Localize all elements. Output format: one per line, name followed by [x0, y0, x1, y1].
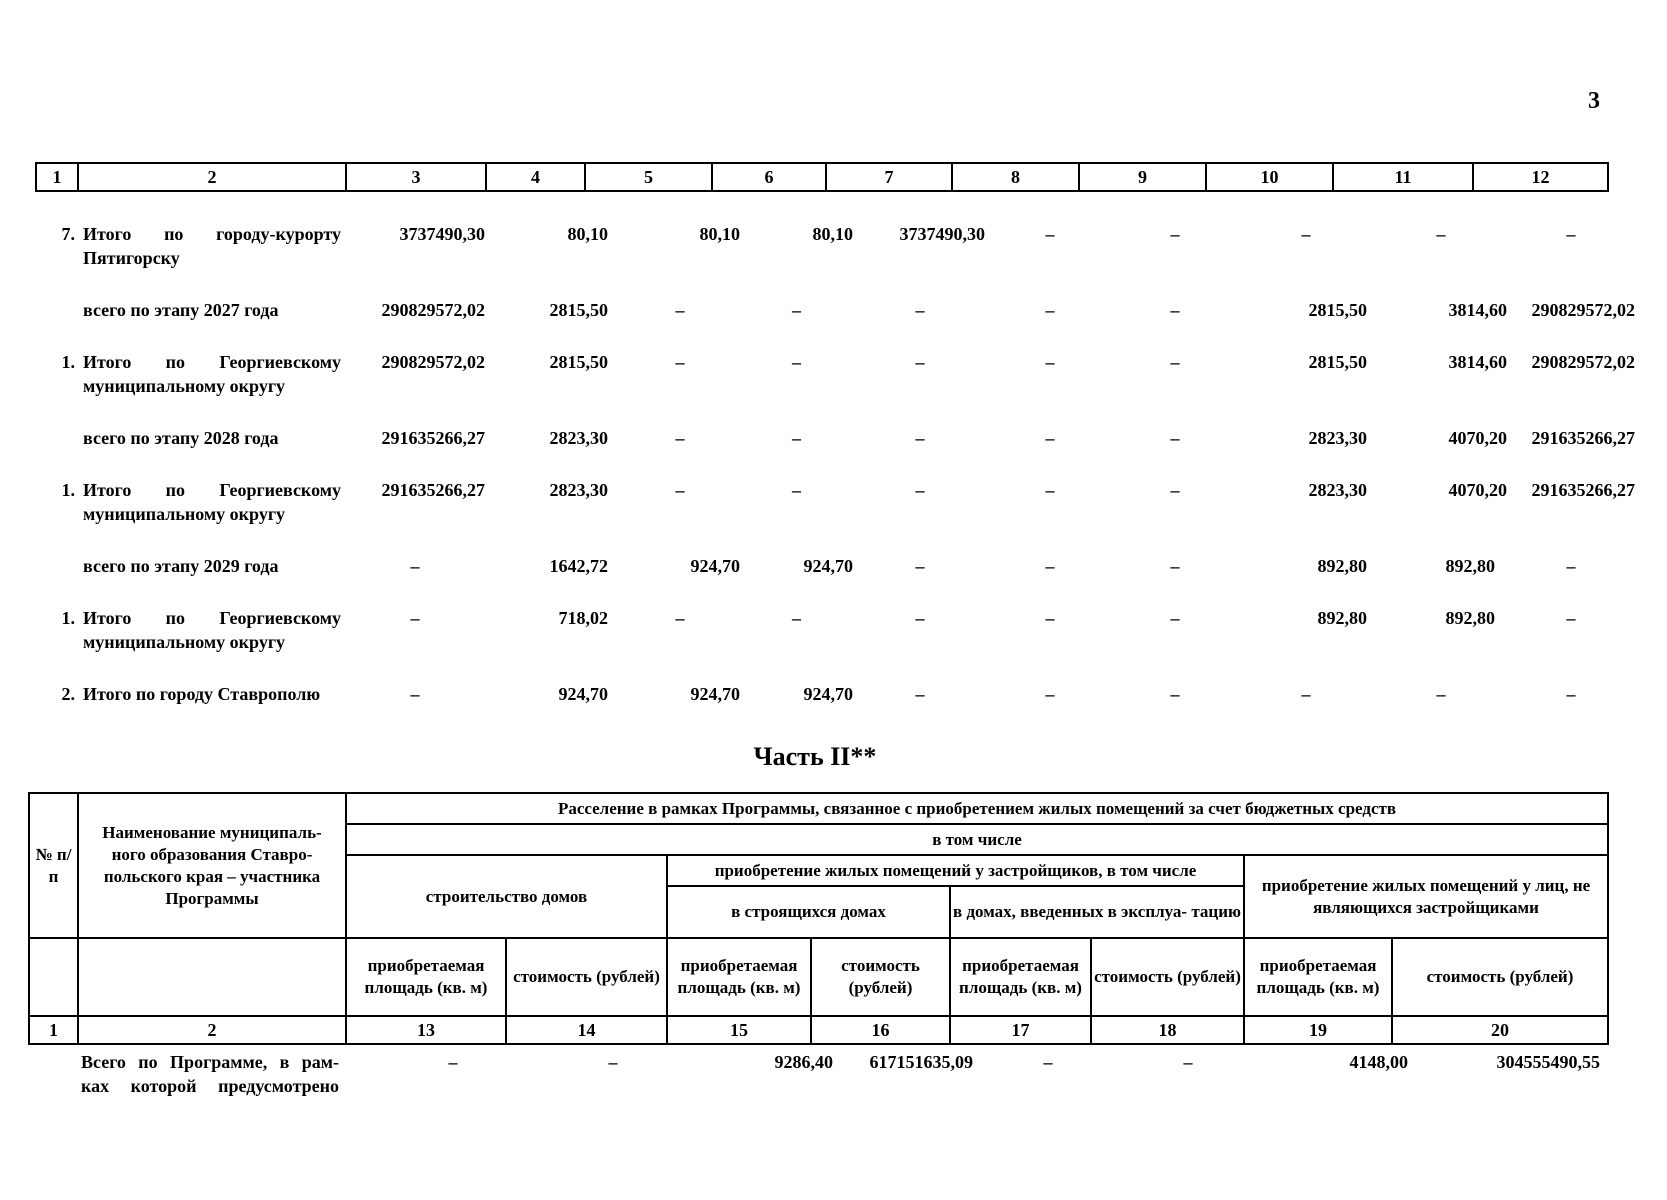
- header-including: в том числе: [346, 824, 1608, 855]
- header-col-9: 9: [1079, 163, 1206, 191]
- cell-col-7: –: [915, 428, 925, 448]
- column-number-header: [35, 162, 1609, 192]
- colnum-17: 17: [950, 1016, 1091, 1044]
- total-col-20: 304555490,55: [1496, 1052, 1600, 1072]
- cell-col-9: –: [1170, 480, 1180, 500]
- header-area-15: приобретаемая площадь (кв. м): [667, 938, 811, 1016]
- cell-col-3: 291635266,27: [381, 480, 485, 500]
- cell-col-5: –: [675, 608, 685, 628]
- header-area-13: приобретаемая площадь (кв. м): [346, 938, 506, 1016]
- header-commissioned: в домах, введенных в эксплуа- тацию: [950, 886, 1244, 938]
- cell-col-3: 3737490,30: [399, 224, 485, 244]
- cell-col-3: –: [410, 556, 420, 576]
- cell-col-4: 80,10: [567, 224, 608, 244]
- cell-col-11: 4070,20: [1448, 480, 1507, 500]
- header-area-17: приобретаемая площадь (кв. м): [950, 938, 1091, 1016]
- cell-col-10: 892,80: [1317, 556, 1367, 576]
- cell-col-4: 2815,50: [549, 300, 608, 320]
- header-under-construction: в строящихся домах: [667, 886, 950, 938]
- cell-col-3: –: [410, 684, 420, 704]
- colnum-19: 19: [1244, 1016, 1392, 1044]
- cell-col-8: –: [1045, 428, 1055, 448]
- cell-col-10: 2815,50: [1308, 300, 1367, 320]
- part-title: Часть II**: [753, 742, 877, 771]
- row-number: 1.: [61, 352, 75, 372]
- cell-col-9: –: [1170, 428, 1180, 448]
- cell-col-9: –: [1170, 556, 1180, 576]
- row-name: Итого по Георгиевскому муниципальному округу: [83, 608, 341, 652]
- cell-col-12: –: [1566, 684, 1576, 704]
- header-municipality-name: Наименование муниципаль- ного образования Ставро- польского края – участника Программы: [78, 793, 346, 938]
- header-resettlement: Расселение в рамках Программы, связанное с приобретением жилых помещений за счет бюджетных средств: [346, 793, 1608, 824]
- row-name: Итого по городу Ставрополю: [83, 684, 321, 704]
- cell-col-12: –: [1566, 608, 1576, 628]
- cell-col-6: –: [792, 480, 801, 500]
- header-col-3: 3: [346, 163, 486, 191]
- table-row: [35, 350, 1635, 424]
- header-area: [78, 938, 346, 1016]
- cell-col-7: –: [915, 352, 925, 372]
- cell-col-3: 290829572,02: [381, 352, 485, 372]
- total-row-name: Всего по Программе, в рам- ках которой предусмотрено: [81, 1052, 339, 1096]
- cell-col-8: –: [1045, 608, 1055, 628]
- cell-col-10: –: [1301, 224, 1311, 244]
- cell-col-8: –: [1045, 480, 1055, 500]
- cell-col-9: –: [1170, 352, 1180, 372]
- colnum-13: 13: [346, 1016, 506, 1044]
- page-number: 3: [1588, 88, 1600, 114]
- cell-col-12: –: [1566, 224, 1576, 244]
- cell-col-9: –: [1170, 684, 1180, 704]
- header-cost-18: стоимость (рублей): [1091, 938, 1244, 1016]
- row-name: всего по этапу 2029 года: [83, 556, 279, 576]
- cell-col-7: –: [915, 556, 925, 576]
- cell-col-10: 892,80: [1317, 608, 1367, 628]
- header-area: [29, 938, 78, 1016]
- header-area-19: приобретаемая площадь (кв. м): [1244, 938, 1392, 1016]
- cell-col-4: 2823,30: [549, 480, 608, 500]
- cell-col-9: –: [1170, 224, 1180, 244]
- header-col-7: 7: [826, 163, 952, 191]
- cell-col-12: –: [1566, 556, 1576, 576]
- cell-col-5: 924,70: [690, 556, 740, 576]
- table-row: [35, 478, 1635, 552]
- cell-col-11: 4070,20: [1448, 428, 1507, 448]
- cell-col-6: –: [792, 352, 801, 372]
- cell-col-12: 291635266,27: [1531, 428, 1635, 448]
- cell-col-7: 3737490,30: [899, 224, 985, 244]
- cell-col-11: –: [1436, 684, 1446, 704]
- header-cost-20: стоимость (рублей): [1392, 938, 1608, 1016]
- cell-col-8: –: [1045, 224, 1055, 244]
- total-col-16: 617151635,09: [869, 1052, 973, 1072]
- header-col-1: 1: [36, 163, 78, 191]
- row-number: 1.: [61, 608, 75, 628]
- header-number: № п/п: [29, 793, 78, 938]
- cell-col-10: 2823,30: [1308, 480, 1367, 500]
- cell-col-4: 718,02: [558, 608, 608, 628]
- header-non-developers: приобретение жилых помещений у лиц, не являющихся застройщиками: [1244, 855, 1608, 938]
- header-col-4: 4: [486, 163, 585, 191]
- header-col-2: 2: [78, 163, 346, 191]
- cell-col-3: 291635266,27: [381, 428, 485, 448]
- row-name: Итого по Георгиевскому муниципальному округу: [83, 352, 341, 396]
- colnum-16: 16: [811, 1016, 950, 1044]
- total-col-18: –: [1183, 1052, 1193, 1072]
- row-number: 1.: [61, 480, 75, 500]
- cell-col-11: 892,80: [1445, 556, 1495, 576]
- header-developers: приобретение жилых помещений у застройщиков, в том числе: [667, 855, 1244, 886]
- row-number: 2.: [61, 684, 75, 704]
- row-number: 7.: [61, 224, 75, 244]
- colnum-18: 18: [1091, 1016, 1244, 1044]
- header-col-12: 12: [1473, 163, 1608, 191]
- header-cost-14: стоимость (рублей): [506, 938, 667, 1016]
- row-name: Итого по Георгиевскому муниципальному округу: [83, 480, 341, 524]
- cell-col-10: 2823,30: [1308, 428, 1367, 448]
- cell-col-3: 290829572,02: [381, 300, 485, 320]
- cell-col-5: –: [675, 480, 685, 500]
- total-col-17: –: [1043, 1052, 1053, 1072]
- cell-col-8: –: [1045, 300, 1055, 320]
- total-col-14: –: [608, 1052, 618, 1072]
- cell-col-8: –: [1045, 352, 1055, 372]
- cell-col-5: –: [675, 428, 685, 448]
- header-col-10: 10: [1206, 163, 1333, 191]
- part2-header-table: [28, 792, 1609, 1045]
- table-row: [35, 606, 1607, 680]
- cell-col-5: –: [675, 300, 685, 320]
- cell-col-3: –: [410, 608, 420, 628]
- cell-col-11: 3814,60: [1448, 300, 1507, 320]
- header-col-8: 8: [952, 163, 1079, 191]
- colnum-1: 1: [29, 1016, 78, 1044]
- cell-col-5: 924,70: [690, 684, 740, 704]
- total-col-13: –: [448, 1052, 458, 1072]
- header-col-5: 5: [585, 163, 712, 191]
- cell-col-5: 80,10: [699, 224, 740, 244]
- cell-col-6: 924,70: [803, 556, 853, 576]
- row-name: Итого по городу-курорту Пятигорску: [83, 224, 341, 268]
- cell-col-4: 924,70: [558, 684, 608, 704]
- header-cost-16: стоимость (рублей): [811, 938, 950, 1016]
- colnum-2: 2: [78, 1016, 346, 1044]
- row-name: всего по этапу 2028 года: [83, 428, 279, 448]
- cell-col-10: 2815,50: [1308, 352, 1367, 372]
- cell-col-8: –: [1045, 556, 1055, 576]
- header-construction: строительство домов: [346, 855, 667, 938]
- total-col-19: 4148,00: [1349, 1052, 1408, 1072]
- header-col-11: 11: [1333, 163, 1473, 191]
- cell-col-7: –: [915, 300, 925, 320]
- cell-col-12: 290829572,02: [1531, 352, 1635, 372]
- cell-col-11: –: [1436, 224, 1446, 244]
- total-col-15: 9286,40: [774, 1052, 833, 1072]
- cell-col-11: 3814,60: [1448, 352, 1507, 372]
- cell-col-6: –: [792, 608, 801, 628]
- cell-col-7: –: [915, 608, 925, 628]
- cell-col-6: 80,10: [812, 224, 853, 244]
- colnum-20: 20: [1392, 1016, 1608, 1044]
- row-name: всего по этапу 2027 года: [83, 300, 279, 320]
- cell-col-12: 291635266,27: [1531, 480, 1635, 500]
- cell-col-11: 892,80: [1445, 608, 1495, 628]
- cell-col-7: –: [915, 684, 925, 704]
- header-col-6: 6: [712, 163, 826, 191]
- cell-col-6: –: [792, 300, 801, 320]
- colnum-15: 15: [667, 1016, 811, 1044]
- cell-col-9: –: [1170, 300, 1180, 320]
- cell-col-4: 1642,72: [549, 556, 608, 576]
- cell-col-6: –: [792, 428, 801, 448]
- cell-col-9: –: [1170, 608, 1180, 628]
- cell-col-8: –: [1045, 684, 1055, 704]
- cell-col-4: 2823,30: [549, 428, 608, 448]
- colnum-14: 14: [506, 1016, 667, 1044]
- cell-col-7: –: [915, 480, 925, 500]
- cell-col-6: 924,70: [803, 684, 853, 704]
- cell-col-10: –: [1301, 684, 1311, 704]
- cell-col-12: 290829572,02: [1531, 300, 1635, 320]
- cell-col-4: 2815,50: [549, 352, 608, 372]
- cell-col-5: –: [675, 352, 685, 372]
